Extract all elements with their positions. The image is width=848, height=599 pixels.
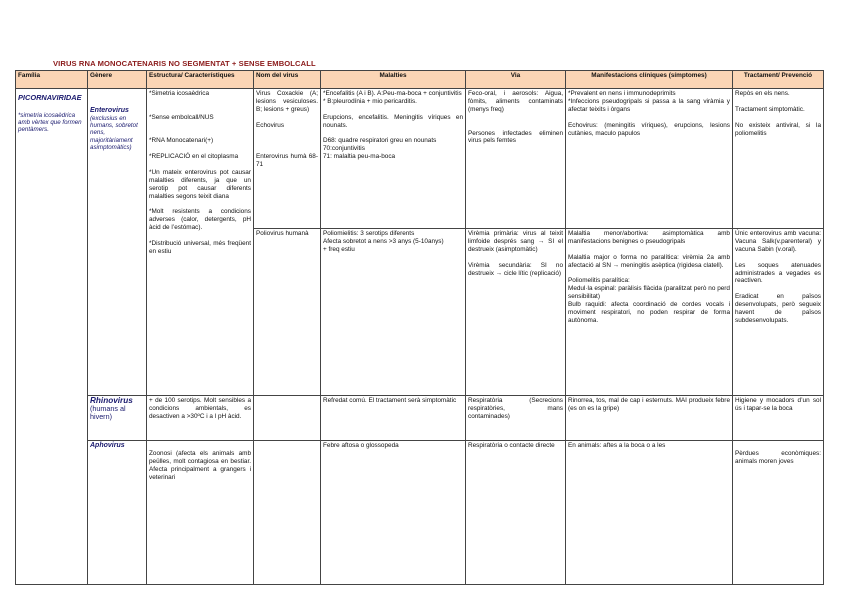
virus-name: Poliovirus humanà	[256, 230, 309, 237]
header-genere: Gènere	[88, 71, 147, 89]
manifest-cell-polio	[566, 229, 733, 396]
manifest-item: Rinorrea, tos, mal de cap i esternuts. MAI produeix febre (es on es la gripe)	[568, 397, 730, 412]
table-row-aphovirus	[16, 441, 824, 585]
header-tractament: Tractament/ Prevenció	[733, 71, 824, 89]
structure-item: *Un mateix enterovirus pot causar malalties diferents, ja que un serotip pot causar diferents malalties segons teixit diana	[149, 168, 251, 200]
header-familia: Família	[16, 71, 88, 89]
structure-item: *REPLICACIÓ en el citoplasma	[149, 153, 239, 161]
header-nom: Nom del virus	[254, 71, 321, 89]
genus-cell-aphovirus	[88, 441, 147, 585]
via-cell-rhinovirus	[466, 396, 566, 441]
treatment-item: Repòs en els nens.	[735, 90, 790, 97]
structure-item: *Simetria icosaèdrica	[149, 90, 210, 97]
header-manifestacions: Manifestacions clíniques (símptomes)	[566, 71, 733, 89]
structure-item: *RNA Monocatenari(+)	[149, 137, 214, 145]
structure-cell-aphovirus	[147, 441, 254, 585]
genus-cell-enterovirus	[88, 89, 147, 396]
structure-cell-rhinovirus	[147, 396, 254, 441]
page-title: VIRUS RNA MONOCATENARIS NO SEGMENTAT + SENSE EMBOLCALL	[53, 59, 316, 68]
diseases-cell-rhinovirus	[321, 396, 466, 441]
manifest-item: En animals: aftes a la boca o a les	[568, 442, 666, 449]
family-cell	[16, 89, 88, 585]
treatment-cell-polio	[733, 229, 824, 396]
manifest-cell-aphovirus	[566, 441, 733, 585]
treatment-item: Les soques atenuades administrades a vegades es reactiven.	[735, 261, 821, 285]
genus-aphovirus: Aphovirus	[90, 442, 125, 449]
header-estructura: Estructura/ Característiques	[147, 71, 254, 89]
virus-table	[15, 70, 824, 585]
disease-item: * B:pleurodínia + mio pericarditis.	[323, 97, 417, 105]
diseases-cell-aphovirus	[321, 441, 466, 585]
structure-cell-enterovirus	[147, 89, 254, 396]
manifest-item: Poliomelitis paralítica:	[568, 277, 630, 285]
manifest-item: *Prevalent en nens i immunodeprimits	[568, 90, 676, 97]
disease-item: D68: quadre respiratori greu en nounats	[323, 137, 437, 145]
genus-enterovirus-note: (exclusius en humans, sobretot nens, majoritàriament asimptomàtics)	[90, 114, 138, 151]
via-item: Virèmia secundària: SI no destrueix → cicle lític (replicació)	[468, 261, 563, 277]
manifest-item: Malaltia menor/abortiva: asimptomàtica amb manifestacions benignes o pseudogripals	[568, 230, 730, 245]
disease-item: Afecta sobretot a nens >3 anys (5-10anys)	[323, 237, 444, 245]
genus-cell-rhinovirus	[88, 396, 147, 441]
table-row-rhinovirus	[16, 396, 824, 441]
virus-name-cell-polio	[254, 229, 321, 396]
via-item: Feco-oral, i aerosols: Aigua, fòmits, aliments contaminats (menys freq)	[468, 90, 563, 113]
disease-item: + freq estiu	[323, 245, 355, 253]
family-name: PICORNAVIRIDAE	[18, 93, 82, 102]
header-via: Via	[466, 71, 566, 89]
via-item: Persones infectades eliminen virus pels femtes	[468, 129, 563, 145]
manifest-item: Echovirus: (meningitis víriques), erupcions, lesions cutànies, maculo papulos	[568, 121, 730, 137]
treatment-cell-rhinovirus	[733, 396, 824, 441]
virus-name-cell-top	[254, 89, 321, 229]
structure-item: Zoonosi (afecta els animals amb peülles, molt contagiosa en bestiar. Afecta principalment a grangers i veterinari	[149, 449, 251, 481]
disease-item: 70:conjuntivitis	[323, 145, 365, 153]
treatment-item: Pèrdues econòmiques: animals moren joves	[735, 449, 821, 465]
via-cell-top	[466, 89, 566, 229]
disease-item: Febre aftosa o glossopeda	[323, 442, 399, 449]
via-item: Respiratòria o contacte directe	[468, 442, 555, 449]
via-cell-polio	[466, 229, 566, 396]
disease-item: *Encefalitis (A i B). A:Peu-ma-boca + conjuntivitis	[323, 90, 462, 97]
structure-item: *Sense embolcall/NUS	[149, 113, 214, 121]
manifest-item: Malaltia major o forma no paralítica: virèmia 2a amb afectació al SN → meningitis asèptica (rigidesa clatell).	[568, 253, 730, 269]
treatment-item: Únic enterovirus amb vacuna: Vacuna Salk(v.parenteral) y vacuna Sabin (v.oral).	[735, 230, 821, 253]
virus-name: Virus Coxackie (A; lesions vesiculoses. B; lesions + greus)	[256, 90, 318, 113]
structure-item: *Distribució universal, més freqüent en estiu	[149, 240, 251, 255]
diseases-cell-polio	[321, 229, 466, 396]
treatment-item: Higiene y mocadors d’un sol ús i tapar-se la boca	[735, 397, 821, 412]
manifest-cell-rhinovirus	[566, 396, 733, 441]
virus-name-cell-rhinovirus	[254, 396, 321, 441]
disease-item: Poliomielitis: 3 serotips diferents	[323, 230, 415, 237]
via-item: Respiratòria (Secrecions respiratòries, mans contaminades)	[468, 397, 563, 420]
treatment-cell-aphovirus	[733, 441, 824, 585]
treatment-cell-top	[733, 89, 824, 229]
header-row	[16, 71, 824, 89]
genus-rhinovirus-note: (humans al hivern)	[90, 403, 126, 422]
header-malalties: Malalties	[321, 71, 466, 89]
virus-name: Echovirus	[256, 121, 285, 129]
disease-item: Erupcions, encefalitis. Meningitis víriques en nounats.	[323, 113, 463, 129]
genus-rhinovirus: Rhinovirus	[90, 396, 133, 405]
structure-item: *Molt resistents a condicions adverses (calor, detergents, pH àcid de l’estómac).	[149, 208, 251, 232]
manifest-item: *Infeccions pseudogripals si passa a la sang viràmia y afectar teixits i òrgans	[568, 97, 730, 113]
treatment-item: Eradicat en països desenvolupats, però segueix havent de països subdesenvolupats.	[735, 293, 821, 324]
family-note: *simetria icosaèdrica amb vèrtex que formen pentàmers.	[18, 111, 82, 134]
manifest-item: Bulb raquidi: afecta coordinació de cordes vocals i moviment respiratori, no poden respirar de forma autònoma.	[568, 301, 730, 324]
manifest-cell-top	[566, 89, 733, 229]
disease-item: Refredat comú. El tractament serà simptomàtic	[323, 397, 457, 404]
disease-item: 71: malaltia peu-ma-boca	[323, 153, 396, 161]
virus-name: Enterovirus humà 68-71	[256, 153, 318, 169]
virus-name-cell-aphovirus	[254, 441, 321, 585]
structure-item: + de 100 serotips. Molt sensibles a condicions ambientals, es desactiven a >30ºC i a l pH àcid.	[149, 397, 251, 420]
via-item: Virèmia primària: virus al teixit limfoide després sang → SI el destrueix (asimptomàtic)	[468, 230, 563, 253]
manifest-item: Medul·la espinal: paràlisis flàcida (paralitzat però no perd sensibilitat)	[568, 285, 730, 301]
via-cell-aphovirus	[466, 441, 566, 585]
diseases-cell-top	[321, 89, 466, 229]
treatment-item: Tractament simptomàtic.	[735, 105, 805, 113]
genus-enterovirus: Enterovirus	[90, 107, 129, 114]
treatment-item: No existeix antiviral, si la poliomelitis	[735, 121, 821, 137]
table-row-enterovirus-a	[16, 89, 824, 229]
